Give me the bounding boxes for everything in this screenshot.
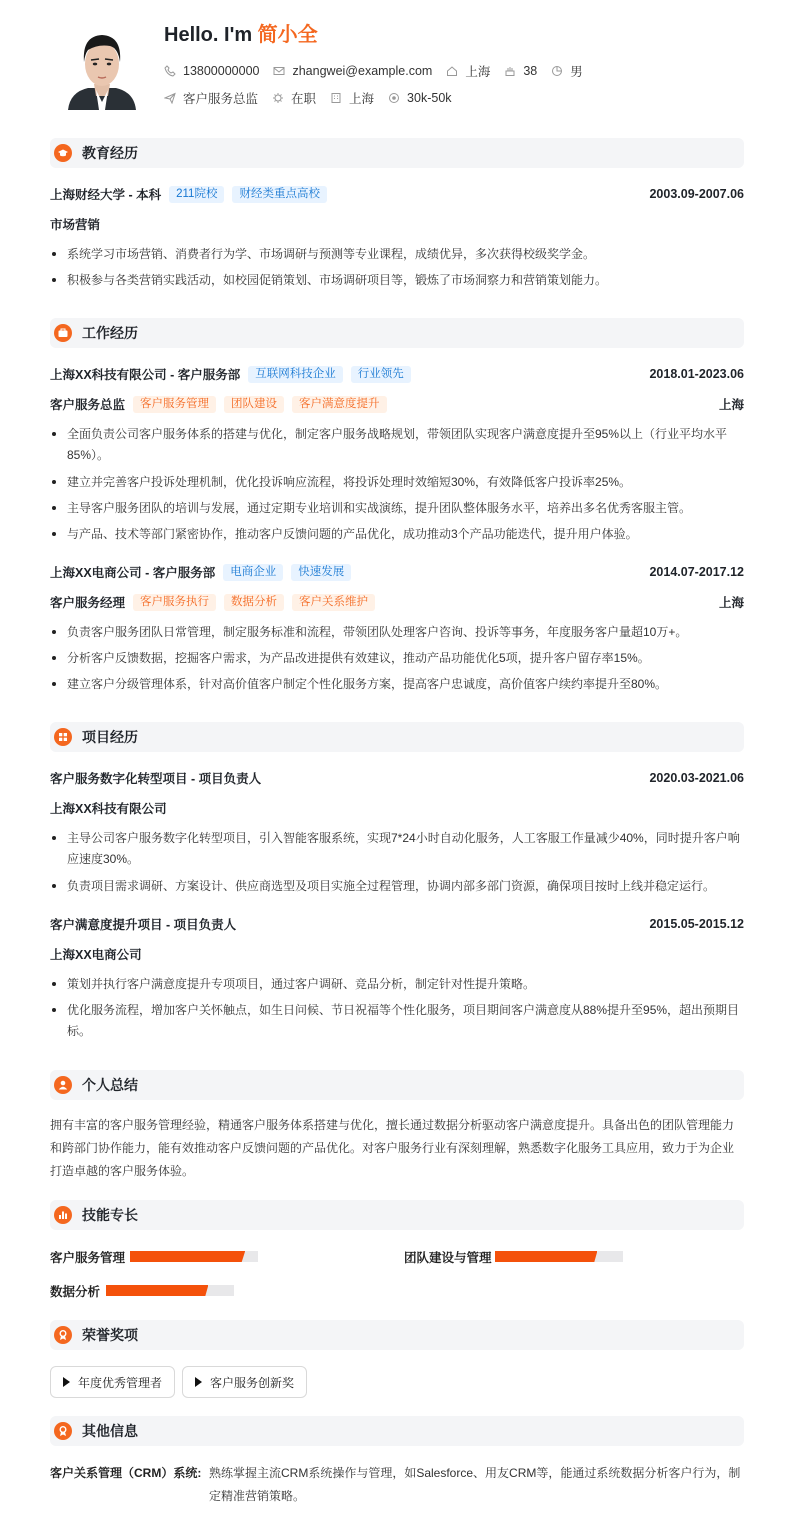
project-header <box>50 915 744 933</box>
company-tag: 电商企业 <box>223 564 283 581</box>
info-position <box>164 89 258 107</box>
school-name: 上海财经大学 - 本科 <box>50 188 162 202</box>
mail-icon <box>273 65 285 77</box>
info-salary <box>388 91 451 105</box>
project-bullet: 优化服务流程，增加客户关怀触点，如生日问候、节日祝福等个性化服务，项目期间客户满意度从88%提升至95%，超出预期目标。 <box>50 1000 744 1042</box>
section-education <box>50 138 744 168</box>
skill-bar <box>130 1251 258 1262</box>
award-icon <box>54 1422 72 1440</box>
job-bullet: 主导客户服务团队的培训与发展，通过定期专业培训和实战演练，提升团队整体服务水平，培养出多名优秀客服主管。 <box>50 498 744 519</box>
job-location: 上海 <box>718 398 744 412</box>
section-other <box>50 1416 744 1446</box>
other-text: 熟练掌握主流CRM系统操作与管理，如Salesforce、用友CRM等，能通过系统数据分析客户行为，制定精准营销策略。 <box>209 1466 741 1503</box>
section-skills <box>50 1200 744 1230</box>
major: 市场营销 <box>50 218 101 232</box>
project-company-row <box>50 799 744 817</box>
info-gender <box>551 62 583 80</box>
job-bullet: 全面负责公司客户服务体系的搭建与优化，制定客户服务战略规划，带领团队实现客户满意度提升至95%以上（行业平均水平85%）。 <box>50 424 744 466</box>
project-bullet: 策划并执行客户满意度提升专项项目，通过客户调研、竞品分析，制定针对性提升策略。 <box>50 974 744 995</box>
info-city <box>446 62 490 80</box>
position-text: 客户服务总监 <box>183 92 259 106</box>
job-role-row <box>50 593 744 611</box>
job-bullet: 建立并完善客户投诉处理机制，优化投诉响应流程，将投诉处理时效缩短30%，有效降低客户投诉率25%。 <box>50 472 744 493</box>
job-header <box>50 563 744 581</box>
company-tag: 快速发展 <box>291 564 351 581</box>
skill-name: 团队建设与管理 <box>404 1251 492 1265</box>
project-date: 2015.05-2015.12 <box>649 917 744 931</box>
job-location: 上海 <box>718 596 744 610</box>
school-tag: 财经类重点高校 <box>232 186 327 203</box>
honor-label: 年度优秀管理者 <box>78 1375 163 1390</box>
honor-label: 客户服务创新奖 <box>210 1375 295 1390</box>
building-icon <box>330 92 342 104</box>
job-bullet: 建立客户分级管理体系，针对高价值客户制定个性化服务方案，提高客户忠诚度，高价值客户续约率提升至80%。 <box>50 674 744 695</box>
honor-item[interactable] <box>182 1366 307 1398</box>
job-date: 2014.07-2017.12 <box>649 565 744 579</box>
section-title: 荣誉奖项 <box>82 1327 138 1343</box>
skill-tag: 团队建设 <box>224 396 284 413</box>
project-header <box>50 769 744 787</box>
education-header <box>50 185 744 203</box>
age-icon <box>504 65 516 77</box>
skill-name: 客户服务管理 <box>50 1251 126 1265</box>
section-title: 工作经历 <box>82 325 138 341</box>
workplace-text: 上海 <box>349 92 375 106</box>
section-title: 技能专长 <box>82 1207 138 1223</box>
project-date: 2020.03-2021.06 <box>649 771 744 785</box>
project-company-row <box>50 945 744 963</box>
honor-item[interactable] <box>50 1366 175 1398</box>
project-name: 客户满意度提升项目 - 项目负责人 <box>50 918 237 932</box>
company-name: 上海XX电商公司 - 客户服务部 <box>50 566 216 580</box>
school-tag: 211院校 <box>169 186 224 203</box>
user-icon <box>54 1076 72 1094</box>
award-icon <box>54 1326 72 1344</box>
info-workplace <box>330 89 374 107</box>
status-text: 在职 <box>291 92 317 106</box>
skill-tag: 数据分析 <box>224 594 284 611</box>
play-icon <box>63 1377 70 1387</box>
bar-chart-icon <box>54 1206 72 1224</box>
gender-text: 男 <box>570 65 583 79</box>
info-row-1 <box>164 62 597 80</box>
skill-bar-fill <box>495 1251 597 1262</box>
job-bullet: 与产品、技术等部门紧密协作，推动客户反馈问题的产品优化，成功推动3个产品功能迭代，提升用户体验。 <box>50 524 744 545</box>
job-header <box>50 365 744 383</box>
info-age <box>504 64 537 78</box>
skill-bar-fill <box>130 1251 245 1262</box>
job-bullet: 分析客户反馈数据，挖掘客户需求，为产品改进提供有效建议，推动产品功能优化5项，提升客户留存率15%。 <box>50 648 744 669</box>
skill-tag: 客户满意度提升 <box>292 396 387 413</box>
job-role: 客户服务经理 <box>50 596 126 610</box>
section-summary <box>50 1070 744 1100</box>
skill-bar-fill <box>106 1285 208 1296</box>
info-phone <box>164 64 259 78</box>
project-company: 上海XX电商公司 <box>50 948 142 962</box>
section-title: 教育经历 <box>82 145 138 161</box>
info-status <box>272 89 316 107</box>
project-bullet: 负责项目需求调研、方案设计、供应商选型及项目实施全过程管理，协调内部多部门资源，确保项目按时上线并稳定运行。 <box>50 876 744 897</box>
skill-tag: 客户服务管理 <box>133 396 216 413</box>
gender-icon <box>551 65 563 77</box>
avatar <box>58 22 146 110</box>
greeting-hello: Hello. I'm <box>164 24 258 46</box>
section-title: 个人总结 <box>82 1077 138 1093</box>
job-bullet: 负责客户服务团队日常管理，制定服务标准和流程，带领团队处理客户咨询、投诉等事务，年度服务客户量超10万+。 <box>50 622 744 643</box>
section-honors <box>50 1320 744 1350</box>
education-bullet: 系统学习市场营销、消费者行为学、市场调研与预测等专业课程，成绩优异，多次获得校级奖学金。 <box>50 244 744 265</box>
education-major-row <box>50 215 744 233</box>
job-role-row <box>50 395 744 413</box>
skill-name: 数据分析 <box>50 1285 101 1299</box>
salary-text: 30k-50k <box>407 91 452 105</box>
greeting <box>164 18 318 47</box>
phone-text: 13800000000 <box>183 64 260 78</box>
briefcase-icon <box>54 324 72 342</box>
skill-tag: 客户关系维护 <box>292 594 375 611</box>
send-icon <box>164 92 176 104</box>
section-work <box>50 318 744 348</box>
skill-tag: 客户服务执行 <box>133 594 216 611</box>
project-company: 上海XX科技有限公司 <box>50 802 167 816</box>
age-text: 38 <box>523 64 538 78</box>
skill-bar <box>495 1251 623 1262</box>
city-text: 上海 <box>465 65 491 79</box>
email-text: zhangwei@example.com <box>292 64 433 78</box>
salary-icon <box>388 92 400 104</box>
other-label: 客户关系管理（CRM）系统: <box>50 1466 202 1480</box>
section-title: 其他信息 <box>82 1423 138 1439</box>
play-icon <box>195 1377 202 1387</box>
company-tag: 互联网科技企业 <box>248 366 343 383</box>
summary-text: 拥有丰富的客户服务管理经验，精通客户服务体系搭建与优化，擅长通过数据分析驱动客户满意度提升。具备出色的团队管理能力和跨部门协作能力，能有效推动客户反馈问题的产品优化。对客户服务行业有深刻理解，熟悉数字化服务工具应用，致力于为企业打造卓越的客户服务体验。 <box>50 1118 735 1178</box>
home-icon <box>446 65 458 77</box>
graduation-cap-icon <box>54 144 72 162</box>
education-bullet: 积极参与各类营销实践活动，如校园促销策划、市场调研项目等，锻炼了市场洞察力和营销策划能力。 <box>50 270 744 291</box>
education-date: 2003.09-2007.06 <box>649 187 744 201</box>
project-name: 客户服务数字化转型项目 - 项目负责人 <box>50 772 262 786</box>
section-title: 项目经历 <box>82 729 138 745</box>
skill-bar <box>106 1285 234 1296</box>
job-role: 客户服务总监 <box>50 398 126 412</box>
info-email <box>273 64 432 78</box>
company-name: 上海XX科技有限公司 - 客户服务部 <box>50 368 241 382</box>
phone-icon <box>164 65 176 77</box>
status-icon <box>272 92 284 104</box>
company-tag: 行业领先 <box>351 366 411 383</box>
job-date: 2018.01-2023.06 <box>649 367 744 381</box>
info-row-2 <box>164 89 466 107</box>
candidate-name: 简小全 <box>257 24 318 46</box>
grid-icon <box>54 728 72 746</box>
section-projects <box>50 722 744 752</box>
project-bullet: 主导公司客户服务数字化转型项目，引入智能客服系统，实现7*24小时自动化服务，人工客服工作量减少40%，同时提升客户响应速度30%。 <box>50 828 744 870</box>
